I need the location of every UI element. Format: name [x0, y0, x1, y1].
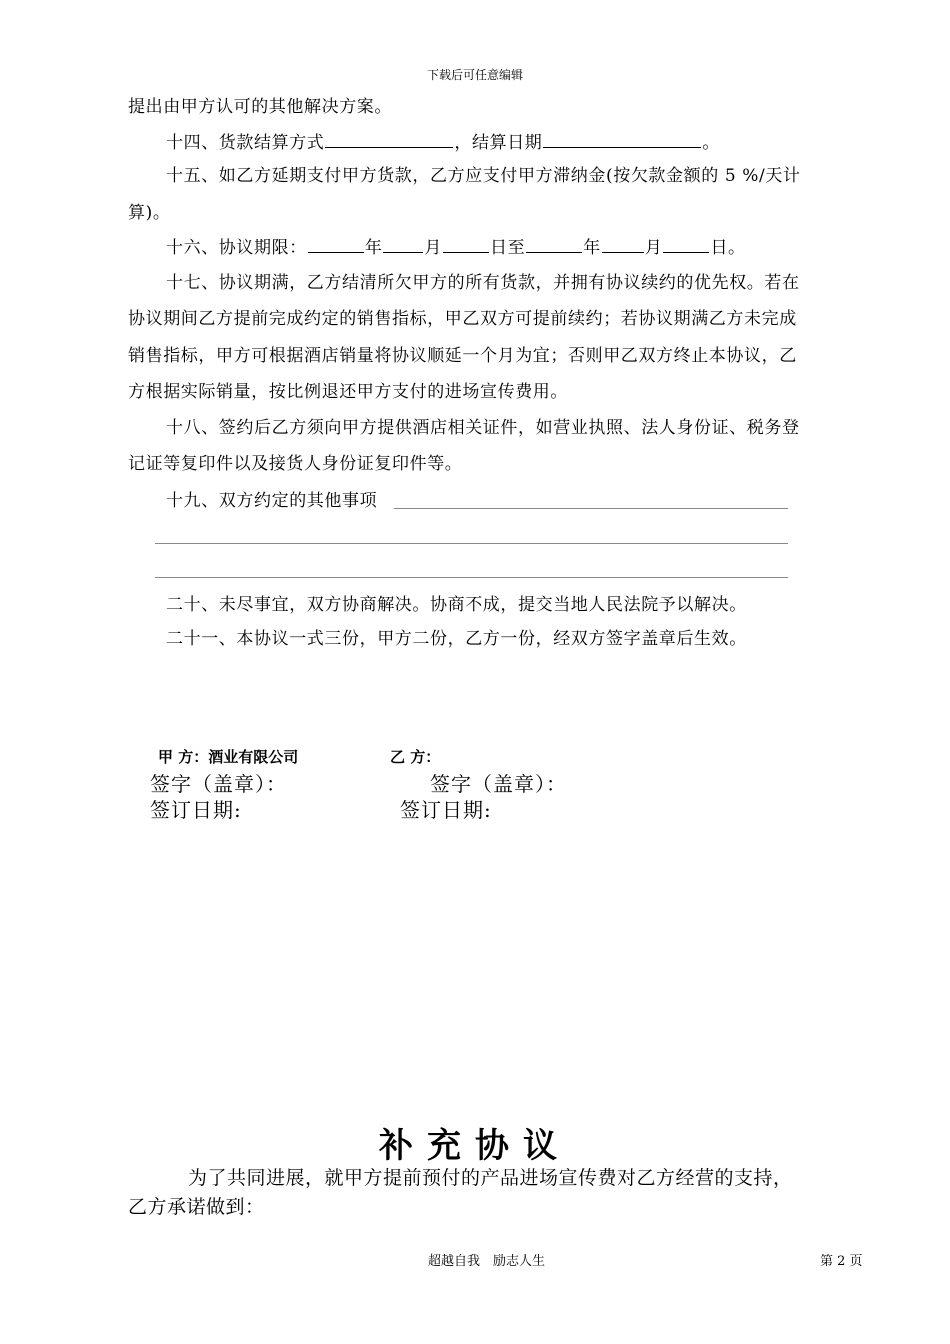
supplement-line2: 乙方承诺做到： [128, 1196, 265, 1218]
clause-20: 二十、未尽事宜，双方协商解决。协商不成，提交当地人民法院予以解决。 [166, 595, 747, 615]
clause-19: 十九、双方约定的其他事项 [166, 491, 378, 511]
supplement-line1: 为了共同进展，就甲方提前预付的产品进场宣传费对乙方经营的支持， [188, 1167, 793, 1189]
clause-16-label: 十六、协议期限： [166, 238, 307, 258]
start-year-blank [308, 236, 364, 253]
start-month-blank [383, 236, 423, 253]
page-number: 第 2 页 [820, 1254, 863, 1269]
footer-motto: 超越自我 励志人生 [428, 1254, 546, 1269]
clause-15-line2: 算)。 [128, 203, 171, 223]
other-matters-blank-1 [394, 508, 788, 509]
party-a-label: 甲 方：酒业有限公司 [158, 748, 299, 766]
supplement-title: 补充协议 [379, 1126, 571, 1166]
end-year-blank [526, 236, 582, 253]
party-a-signature-label: 签字（盖章）： [150, 772, 287, 796]
day-to-label: 日至 [490, 238, 526, 258]
other-matters-blank-2 [155, 543, 788, 544]
clause-15-line1: 十五、如乙方延期支付甲方货款，乙方应支付甲方滞纳金(按欠款金额的 5 %/天计 [166, 166, 801, 186]
payment-method-blank [325, 131, 453, 148]
end-day-blank [663, 236, 709, 253]
party-b-date-label: 签订日期: [400, 798, 492, 822]
clause-18-line2: 记证等复印件以及接货人身份证复印件等。 [128, 454, 463, 474]
clause-14-end: 。 [702, 133, 721, 153]
page-header: 下载后可任意编辑 [426, 68, 523, 82]
year-label: 年 [583, 238, 601, 258]
clause-17-line3: 销售指标，甲方可根据酒店销量将协议顺延一个月为宜；否则甲乙双方终止本协议，乙 [128, 346, 797, 366]
other-matters-blank-3 [155, 577, 788, 578]
clause-18-line1: 十八、签约后乙方须向甲方提供酒店相关证件，如营业执照、法人身份证、税务登 [166, 418, 800, 438]
party-a-date-label: 签订日期: [150, 798, 242, 822]
clause-17-line2: 协议期间乙方提前完成约定的销售指标，甲乙双方可提前续约；若协议期满乙方未完成 [128, 309, 797, 329]
settlement-date-blank [543, 131, 701, 148]
month-label: 月 [424, 238, 443, 258]
clause-21: 二十一、本协议一式三份，甲方二份，乙方一份，经双方签字盖章后生效。 [166, 629, 747, 649]
clause-17-line4: 方根据实际销量，按比例退还甲方支付的进场宣传费用。 [128, 382, 568, 402]
month-label: 月 [644, 238, 663, 258]
clause-13-continuation: 提出由甲方认可的其他解决方案。 [128, 97, 392, 117]
party-b-signature-label: 签字（盖章）： [430, 772, 567, 796]
end-month-blank [602, 236, 644, 253]
party-b-label: 乙 方： [390, 748, 441, 766]
year-label: 年 [364, 238, 383, 258]
clause-17-line1: 十七、协议期满，乙方结清所欠甲方的所有货款，并拥有协议续约的优先权。若在 [166, 273, 800, 293]
clause-14-date-label: ，结算日期 [454, 133, 543, 153]
clause-16 [166, 236, 746, 259]
start-day-blank [443, 236, 489, 253]
clause-14 [166, 131, 720, 154]
clause-14-payment-label: 十四、货款结算方式 [166, 133, 325, 153]
day-label: 日。 [710, 238, 746, 258]
